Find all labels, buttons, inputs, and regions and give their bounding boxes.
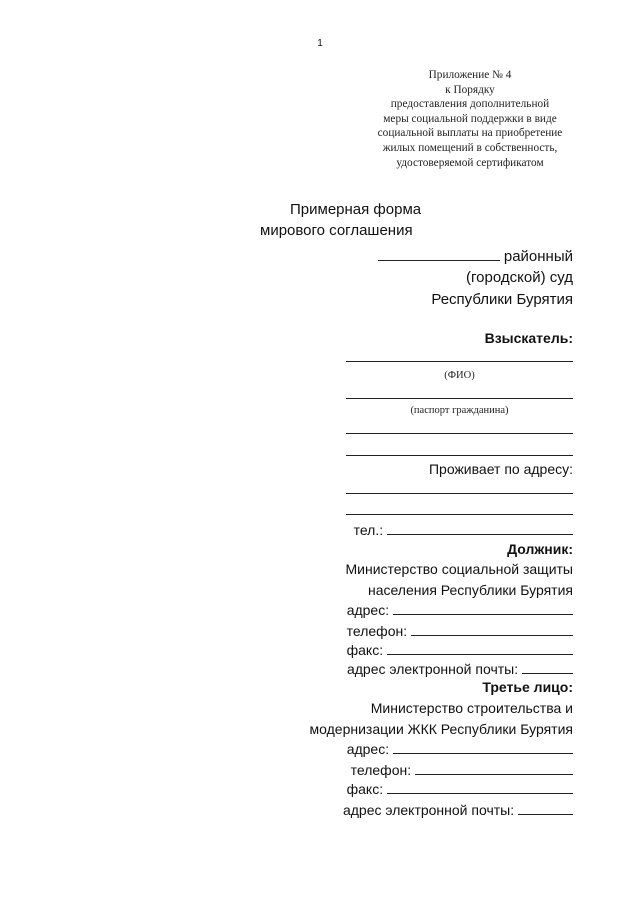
third-party-fax-row xyxy=(300,780,573,797)
debtor-email-label: адрес электронной почты: xyxy=(346,661,519,677)
claimant-phone-label: тел.: xyxy=(353,522,384,538)
debtor-address-label: адрес: xyxy=(346,602,390,618)
claimant-address-line[interactable] xyxy=(346,493,573,494)
claimant-phone-field[interactable] xyxy=(387,521,573,535)
court-line-1 xyxy=(300,247,573,265)
third-party-phone-row xyxy=(300,761,573,778)
third-party-address-row xyxy=(300,740,573,757)
court-suffix: районный xyxy=(503,248,573,265)
court-line-2: (городской) суд xyxy=(466,269,573,286)
page-number: 1 xyxy=(317,38,323,49)
third-party-address-label: адрес: xyxy=(346,741,390,757)
third-party-heading: Третье лицо: xyxy=(482,679,573,695)
court-blank[interactable] xyxy=(378,247,500,261)
debtor-email-row xyxy=(300,660,573,677)
claimant-heading: Взыскатель: xyxy=(484,330,573,346)
debtor-address-row xyxy=(300,601,573,618)
appendix-header xyxy=(330,68,610,170)
claimant-passport-line[interactable] xyxy=(346,398,573,399)
appendix-line: меры социальной поддержки в виде xyxy=(383,112,557,125)
debtor-fax-row xyxy=(300,641,573,658)
third-party-fax-label: факс: xyxy=(346,781,384,797)
appendix-line: удостоверяемой сертификатом xyxy=(396,156,544,169)
fio-caption: (ФИО) xyxy=(444,370,475,381)
debtor-org-line: населения Республики Бурятия xyxy=(367,582,573,598)
appendix-line: жилых помещений в собственность, xyxy=(382,141,558,154)
third-party-email-row xyxy=(300,801,573,818)
passport-caption: (паспорт гражданина) xyxy=(410,405,509,416)
debtor-fax-label: факс: xyxy=(346,642,384,658)
appendix-line: к Порядку xyxy=(445,83,495,96)
debtor-email-field[interactable] xyxy=(522,660,573,674)
debtor-address-field[interactable] xyxy=(393,601,573,615)
third-party-phone-field[interactable] xyxy=(415,761,573,775)
third-party-org-line: модернизации ЖКК Республики Бурятия xyxy=(309,721,573,737)
third-party-email-label: адрес электронной почты: xyxy=(342,802,515,818)
debtor-phone-label: телефон: xyxy=(346,623,408,639)
claimant-extra-line[interactable] xyxy=(346,455,573,456)
court-line-3: Республики Бурятия xyxy=(431,291,573,308)
claimant-fio-line[interactable] xyxy=(346,361,573,362)
appendix-line: Приложение № 4 xyxy=(428,69,512,81)
debtor-phone-field[interactable] xyxy=(411,622,573,636)
form-title-line: Примерная форма xyxy=(290,201,422,218)
third-party-address-field[interactable] xyxy=(393,740,573,754)
third-party-org-line: Министерство строительства и xyxy=(370,700,573,716)
third-party-fax-field[interactable] xyxy=(387,780,573,794)
debtor-heading: Должник: xyxy=(507,541,573,557)
debtor-phone-row xyxy=(300,622,573,639)
form-title xyxy=(260,199,440,241)
debtor-org-line: Министерство социальной защиты xyxy=(345,561,573,577)
claimant-address-label: Проживает по адресу: xyxy=(428,461,573,477)
claimant-phone-row xyxy=(300,521,573,538)
third-party-phone-label: телефон: xyxy=(350,762,412,778)
debtor-fax-field[interactable] xyxy=(387,641,573,655)
appendix-line: социальной выплаты на приобретение xyxy=(377,127,563,140)
form-title-line: мирового соглашения xyxy=(260,222,413,239)
third-party-email-field[interactable] xyxy=(518,801,573,815)
claimant-extra-line[interactable] xyxy=(346,433,573,434)
appendix-line: предоставления дополнительной xyxy=(390,98,550,111)
claimant-address-line[interactable] xyxy=(346,514,573,515)
